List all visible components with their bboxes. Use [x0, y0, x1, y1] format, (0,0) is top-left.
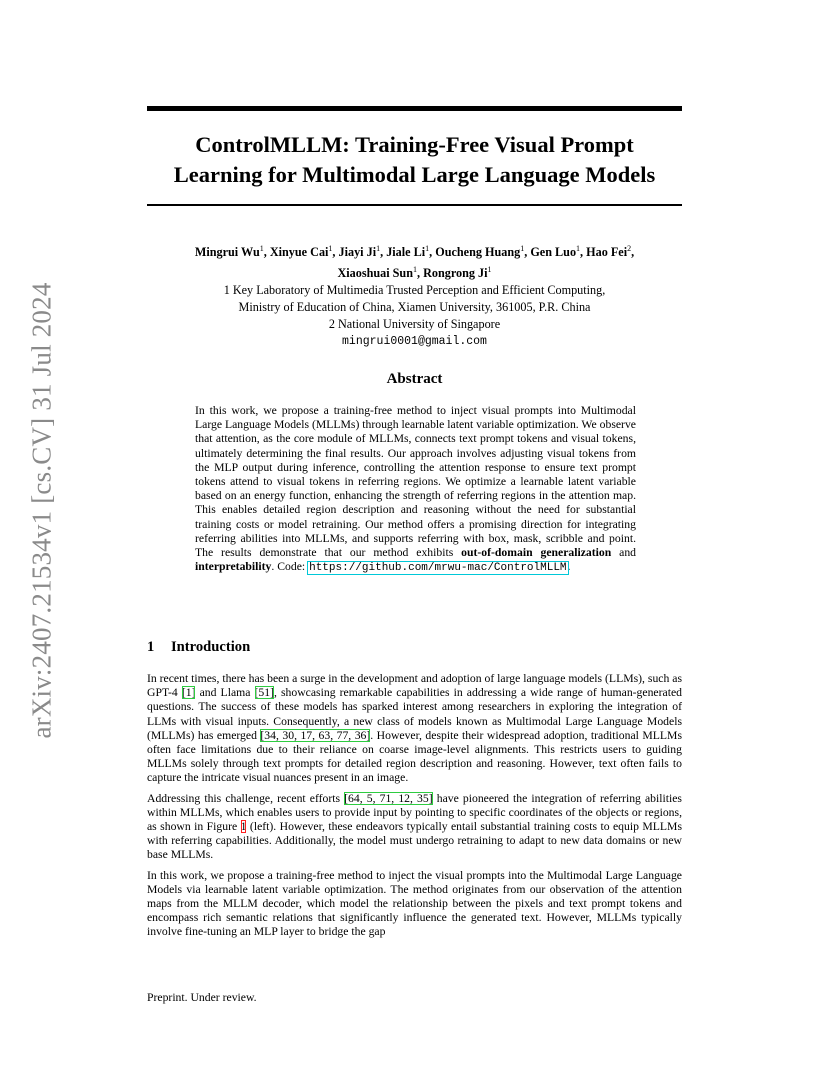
- intro-p2-text1: Addressing this challenge, recent efforts: [147, 791, 345, 805]
- abstract-bold-interpretability: interpretability: [195, 560, 272, 574]
- author-list-line2: Xiaoshuai Sun$^1$, Rongrong Ji$^1$: [337, 265, 492, 281]
- abstract-end: .: [567, 560, 571, 574]
- abstract-text: In this work, we propose a training-free method to inject visual prompts into Multimodal Large Language Models (MLLMs) through learnable latent variable optimization. We observe that attention, as the core module of MLLMs, connects text prompt tokens and visual tokens, ultimately determining the final results. Our approach involves adjusting visual tokens from the MLP output during inference, controlling the attention response to ensure text prompt tokens attend to visual tokens in referring regions. We optimize a learnable latent variable based on an energy function, enhancing the strength of referring regions in the attention map. This enables detailed region description and reasoning without the need for substantial training costs or model retraining. Our method offers a promising direction for integrating referring abilities into MLLMs, and supports referring with box, mask, scribble and point. The results demonstrate that our method exhibits: [195, 404, 636, 560]
- author-name: Xinyue Cai: [269, 245, 329, 260]
- author-name: Mingrui Wu: [194, 245, 260, 260]
- author-name: Oucheng Huang: [435, 245, 521, 260]
- author-name: Jiayi Ji: [338, 245, 377, 260]
- section-heading-introduction: [147, 639, 250, 656]
- paper-title-line1: ControlMLLM: Training-Free Visual Prompt: [195, 132, 634, 157]
- author-name: Gen Luo: [530, 245, 577, 260]
- abstract-heading: Abstract: [386, 371, 443, 387]
- affiliation-marker: 2: [627, 244, 632, 253]
- author-name: Hao Fei: [586, 245, 628, 260]
- intro-paragraph-3: In this work, we propose a training-free method to inject the visual prompts into the Multimodal Large Language Models via learnable latent variable optimization. The method originates from our observation of the attention maps from the MLLM decoder, which model the relationship between the pixels and text prompt tokens and encompass rich semantic relations that significantly influence the generated text. However, MLLMs typically involve fine-tuning an MLP layer to bridge the gap: [147, 868, 682, 939]
- paper-title: [147, 130, 682, 190]
- affiliation-marker: 1: [576, 244, 581, 253]
- intro-p2-text2: have pioneered the integration of referring abilities within MLLMs, which enables users to provide input by pointing to specific coordinates of the objects or regions, as shown in Figure: [147, 791, 682, 834]
- figure-reference-link[interactable]: 1: [240, 820, 247, 834]
- intro-paragraph-1: [147, 672, 682, 786]
- affiliation-marker: 1: [413, 265, 417, 275]
- affiliation-1a: 1 Key Laboratory of Multimedia Trusted Perception and Efficient Computing,: [223, 283, 606, 298]
- citation-link[interactable]: [1]: [181, 686, 196, 700]
- code-link[interactable]: https://github.com/mrwu-mac/ControlMLLM: [309, 562, 567, 575]
- paper-title-line2: Learning for Multimodal Large Language Models: [173, 162, 656, 187]
- citation-link[interactable]: [51]: [254, 686, 274, 700]
- intro-p2-text3: (left). However, these endeavors typically entail substantial training costs to equip MLLMs with referring capabilities. Additionally, the model must undergo retraining to adapt to new data domains or new base MLLMs.: [147, 820, 682, 862]
- citation-link[interactable]: [64, 5, 71, 12, 35]: [344, 791, 433, 805]
- affiliation-marker: 1: [328, 244, 333, 253]
- author-email[interactable]: mingrui0001@gmail.com: [342, 335, 487, 349]
- intro-paragraph-2: [147, 792, 682, 863]
- abstract-bold-generalization: out-of-domain generalization: [461, 546, 612, 560]
- intro-p1-text3: , showcasing remarkable capabilities in addressing a wide range of human-generated questions. The success of these models has sparked interest among researchers in exploring the integration of LLMs with visual inputs. Consequently, a new class of models known as Multimodal Large Language Models (MLLMs) has emerged: [147, 686, 682, 742]
- abstract-body: [195, 404, 636, 575]
- affiliation-2: 2 National University of Singapore: [328, 317, 501, 332]
- footer-note: Preprint. Under review.: [147, 991, 257, 1004]
- author-name: Rongrong Ji: [423, 266, 488, 281]
- affiliation-marker: 1: [259, 244, 264, 253]
- affiliation-marker: 1: [520, 244, 525, 253]
- intro-p1-text4: . However, despite their widespread adoption, traditional MLLMs often face limitations due to their reliance on coarse image-level alignments. This restricts users to guiding MLLMs solely through text prompts for detailed region description and reasoning. However, text often fails to capture the intricate visual nuances present in an image.: [147, 728, 682, 785]
- arxiv-identifier: [22, 281, 62, 739]
- affiliation-marker: 1: [425, 244, 430, 253]
- citation-link[interactable]: [34, 30, 17, 63, 77, 36]: [260, 728, 371, 742]
- author-block: [147, 240, 682, 350]
- author-name: Jiale Li: [386, 245, 426, 260]
- intro-p1-text1: In recent times, there has been a surge in the development and adoption of large language models (LLMs), such as GPT-4: [147, 672, 682, 700]
- abstract-and: and: [611, 546, 637, 560]
- section-number: 1: [147, 639, 155, 655]
- section-title: Introduction: [171, 639, 251, 655]
- introduction-body: [147, 672, 682, 946]
- affiliation-marker: 1: [376, 244, 381, 253]
- abstract-code-prefix: . Code:: [271, 560, 309, 574]
- affiliation-1b: Ministry of Education of China, Xiamen University, 361005, P.R. China: [238, 300, 591, 315]
- title-bottom-rule: [147, 204, 682, 206]
- author-name: Xiaoshuai Sun: [337, 266, 413, 281]
- arxiv-identifier-text: arXiv:2407.21534v1 [cs.CV] 31 Jul 2024: [26, 281, 57, 739]
- affiliation-marker: 1: [487, 265, 492, 275]
- author-list-line1: Mingrui Wu$^1$, Xinyue Cai$^1$, Jiayi Ji$^1$, Jiale Li$^1$, Oucheng Huang$^1$, Gen Luo$^1$, Hao Fei$^2$,: [194, 244, 635, 260]
- intro-p1-text2: and Llama: [195, 686, 255, 700]
- title-top-rule: [147, 106, 682, 111]
